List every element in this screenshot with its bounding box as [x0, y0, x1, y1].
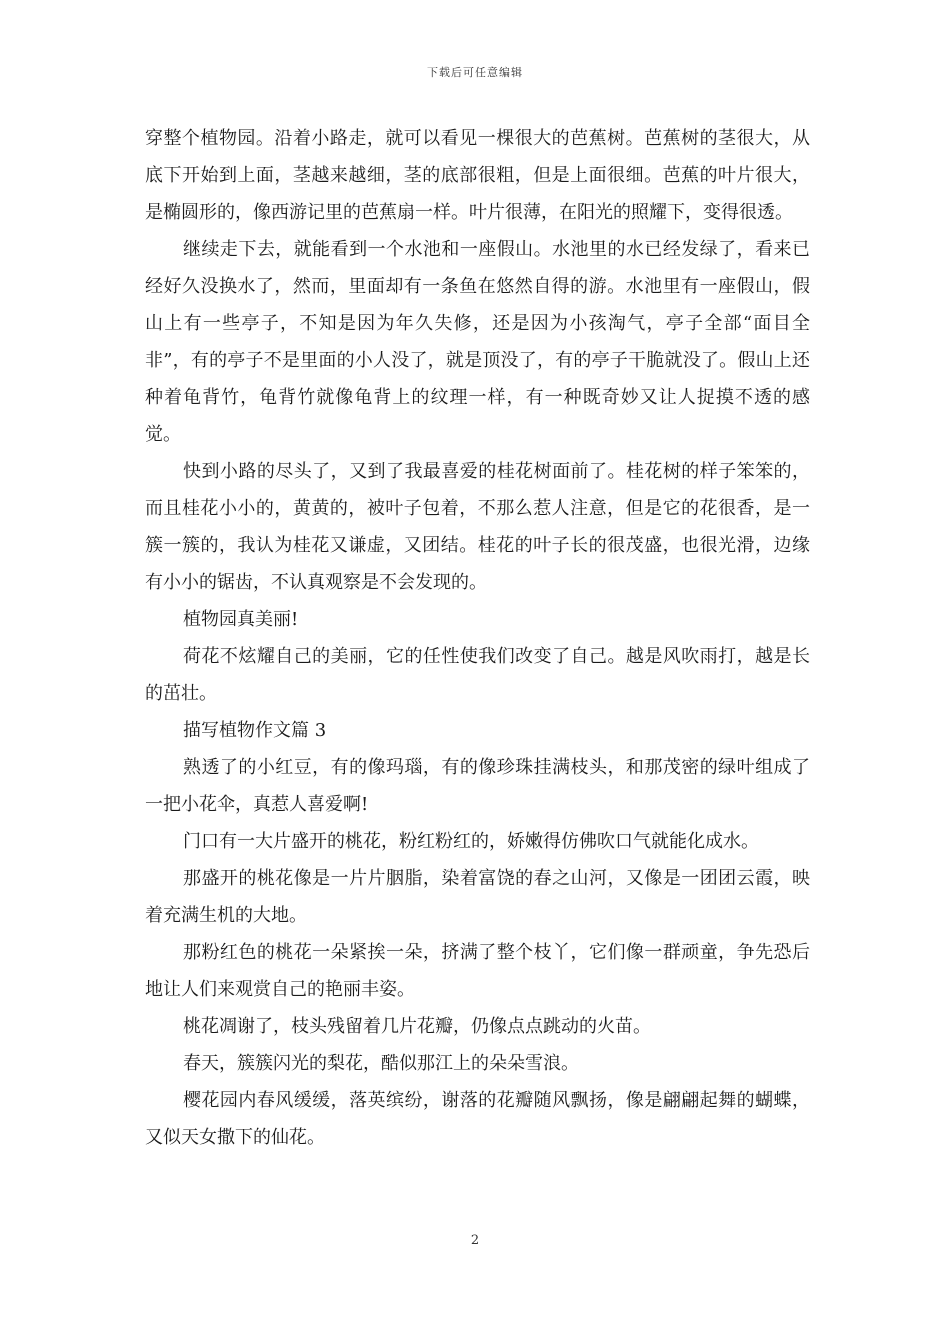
paragraph-4: 植物园真美丽!: [183, 609, 299, 630]
paragraph-5: 荷花不炫耀自己的美丽，它的任性使我们改变了自己。越是风吹雨打，越是长的茁壮。: [145, 646, 810, 704]
paragraph-11: 桃花凋谢了，枝头残留着几片花瓣，仍像点点跳动的火苗。: [183, 1016, 651, 1037]
paragraph-1: 穿整个植物园。沿着小路走，就可以看见一棵很大的芭蕉树。芭蕉树的茎很大，从底下开始到上面，茎越来越细，茎的底部很粗，但是上面很细。芭蕉的叶片很大，是椭圆形的，像西游记里的芭蕉扇一样。叶片很薄，在阳光的照耀下，变得很透。: [145, 128, 810, 223]
paragraph-10: 那粉红色的桃花一朵紧挨一朵，挤满了整个枝丫，它们像一群顽童，争先恐后地让人们来观赏自己的艳丽丰姿。: [145, 942, 810, 1000]
paragraph-13: 樱花园内春风缓缓，落英缤纷，谢落的花瓣随风飘扬，像是翩翩起舞的蝴蝶，又似天女撒下的仙花。: [145, 1090, 810, 1148]
document-body: [145, 120, 810, 1156]
paragraph-2: 继续走下去，就能看到一个水池和一座假山。水池里的水已经发绿了，看来已经好久没换水了，然而，里面却有一条鱼在悠然自得的游。水池里有一座假山，假山上有一些亭子，不知是因为年久失修，还是因为小孩淘气，亭子全部“面目全非”，有的亭子不是里面的小人没了，就是顶没了，有的亭子干脆就没了。假山上还种着龟背竹，龟背竹就像龟背上的纹理一样，有一种既奇妙又让人捉摸不透的感觉。: [145, 239, 810, 445]
paragraph-3: 快到小路的尽头了，又到了我最喜爱的桂花树面前了。桂花树的样子笨笨的，而且桂花小小的，黄黄的，被叶子包着，不那么惹人注意，但是它的花很香，是一簇一簇的，我认为桂花又谦虚，又团结。桂花的叶子长的很茂盛，也很光滑，边缘有小小的锯齿，不认真观察是不会发现的。: [145, 461, 810, 593]
page-header: 下载后可任意编辑: [427, 66, 523, 79]
page-number: 2: [470, 1233, 480, 1248]
paragraph-7: 熟透了的小红豆，有的像玛瑙，有的像珍珠挂满枝头，和那茂密的绿叶组成了一把小花伞，真惹人喜爱啊!: [145, 757, 810, 815]
paragraph-12: 春天，簇簇闪光的梨花，酷似那江上的朵朵雪浪。: [183, 1053, 579, 1074]
section-heading: 描写植物作文篇 3: [183, 720, 327, 741]
paragraph-9: 那盛开的桃花像是一片片胭脂，染着富饶的春之山河，又像是一团团云霞，映着充满生机的大地。: [145, 868, 810, 926]
paragraph-8: 门口有一大片盛开的桃花，粉红粉红的，娇嫩得仿佛吹口气就能化成水。: [183, 831, 759, 852]
